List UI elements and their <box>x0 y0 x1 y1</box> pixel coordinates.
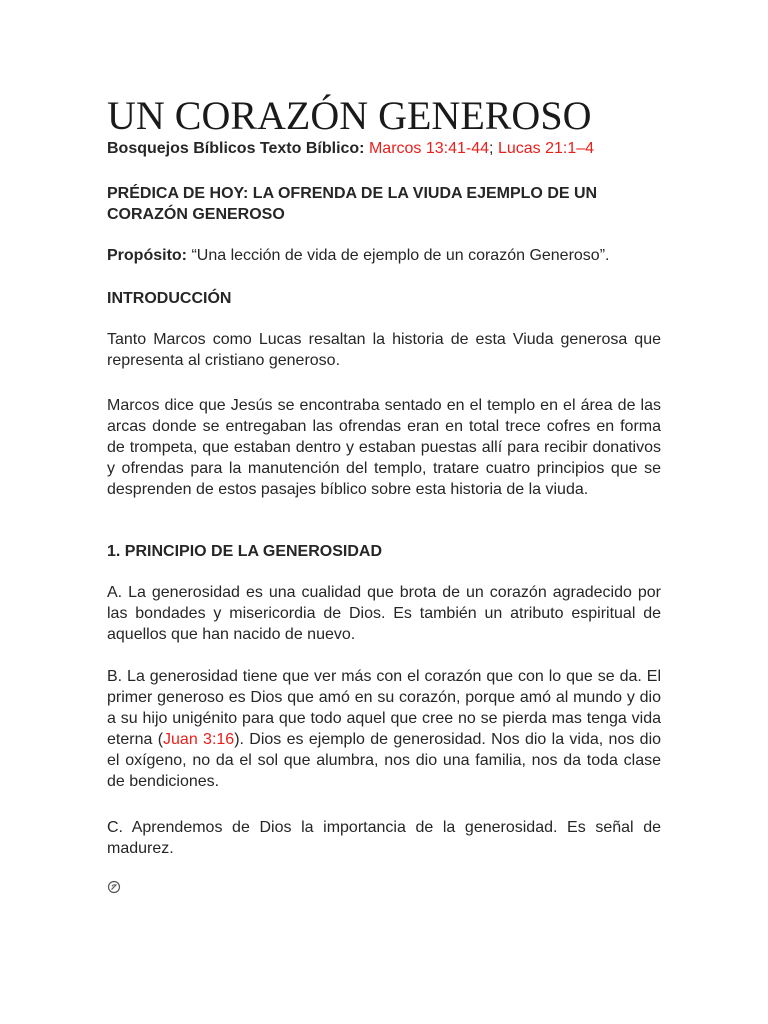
purpose-label: Propósito: <box>107 247 187 264</box>
point-c-paragraph: C. Aprendemos de Dios la importancia de la generosidad. Es señal de madurez. <box>107 819 661 857</box>
intro-paragraph-1: Tanto Marcos como Lucas resaltan la historia de esta Viuda generosa que representa al cristiano generoso. <box>107 331 661 369</box>
sermon-heading: PRÉDICA DE HOY: LA OFRENDA DE LA VIUDA EJEMPLO DE UN CORAZÓN GENEROSO <box>107 185 598 223</box>
subtitle <box>107 138 661 159</box>
point-a-paragraph: A. La generosidad es una cualidad que brota de un corazón agradecido por las bondades y misericordia de Dios. Es también un atributo espiritual de aquellos que han nacido de nuevo. <box>107 584 661 643</box>
point-b-paragraph <box>107 666 661 792</box>
point-b-text-start: B. La generosidad tiene que ver más con el corazón que con lo que se da. El primer generoso es Dios que amó en su corazón, porque amó al mundo y dio a su hijo unigénito para que todo aquel que cree no se pierda mas tenga vida eterna ( <box>107 668 661 748</box>
purpose-text: “Una lección de vida de ejemplo de un corazón Generoso”. <box>191 247 610 264</box>
bible-reference-juan[interactable]: Juan 3:16 <box>163 731 235 748</box>
point-b-text-end: ). Dios es ejemplo de generosidad. Nos dio la vida, nos dio el oxígeno, no da el sol que alumbra, nos dio una familia, nos da toda clase de bendiciones. <box>107 731 662 790</box>
reference-separator: ; <box>489 140 494 157</box>
page-title: UN CORAZÓN GENEROSO <box>107 93 592 138</box>
bible-reference-marcos[interactable]: Marcos 13:41-44 <box>368 140 490 157</box>
bible-reference-lucas[interactable]: Lucas 21:1–4 <box>497 140 595 157</box>
intro-heading: INTRODUCCIÓN <box>107 290 232 307</box>
intro-paragraph-2: Marcos dice que Jesús se encontraba sentado en el templo en el área de las arcas donde se entregaban las ofrendas eran en total trece cofres en forma de trompeta, que estaban dentro y estaban puestas allí para recibir donativos y ofrendas para la manutención del templo, tratare cuatro principios que se desprenden de estos pasajes bíblico sobre esta historia de la viuda. <box>107 397 661 498</box>
purpose-line <box>107 245 661 266</box>
principle-1-heading: 1. PRINCIPIO DE LA GENEROSIDAD <box>107 543 382 560</box>
subtitle-label: Bosquejos Bíblicos Texto Bíblico: <box>107 140 365 157</box>
small-circle-badge-icon <box>107 880 121 894</box>
